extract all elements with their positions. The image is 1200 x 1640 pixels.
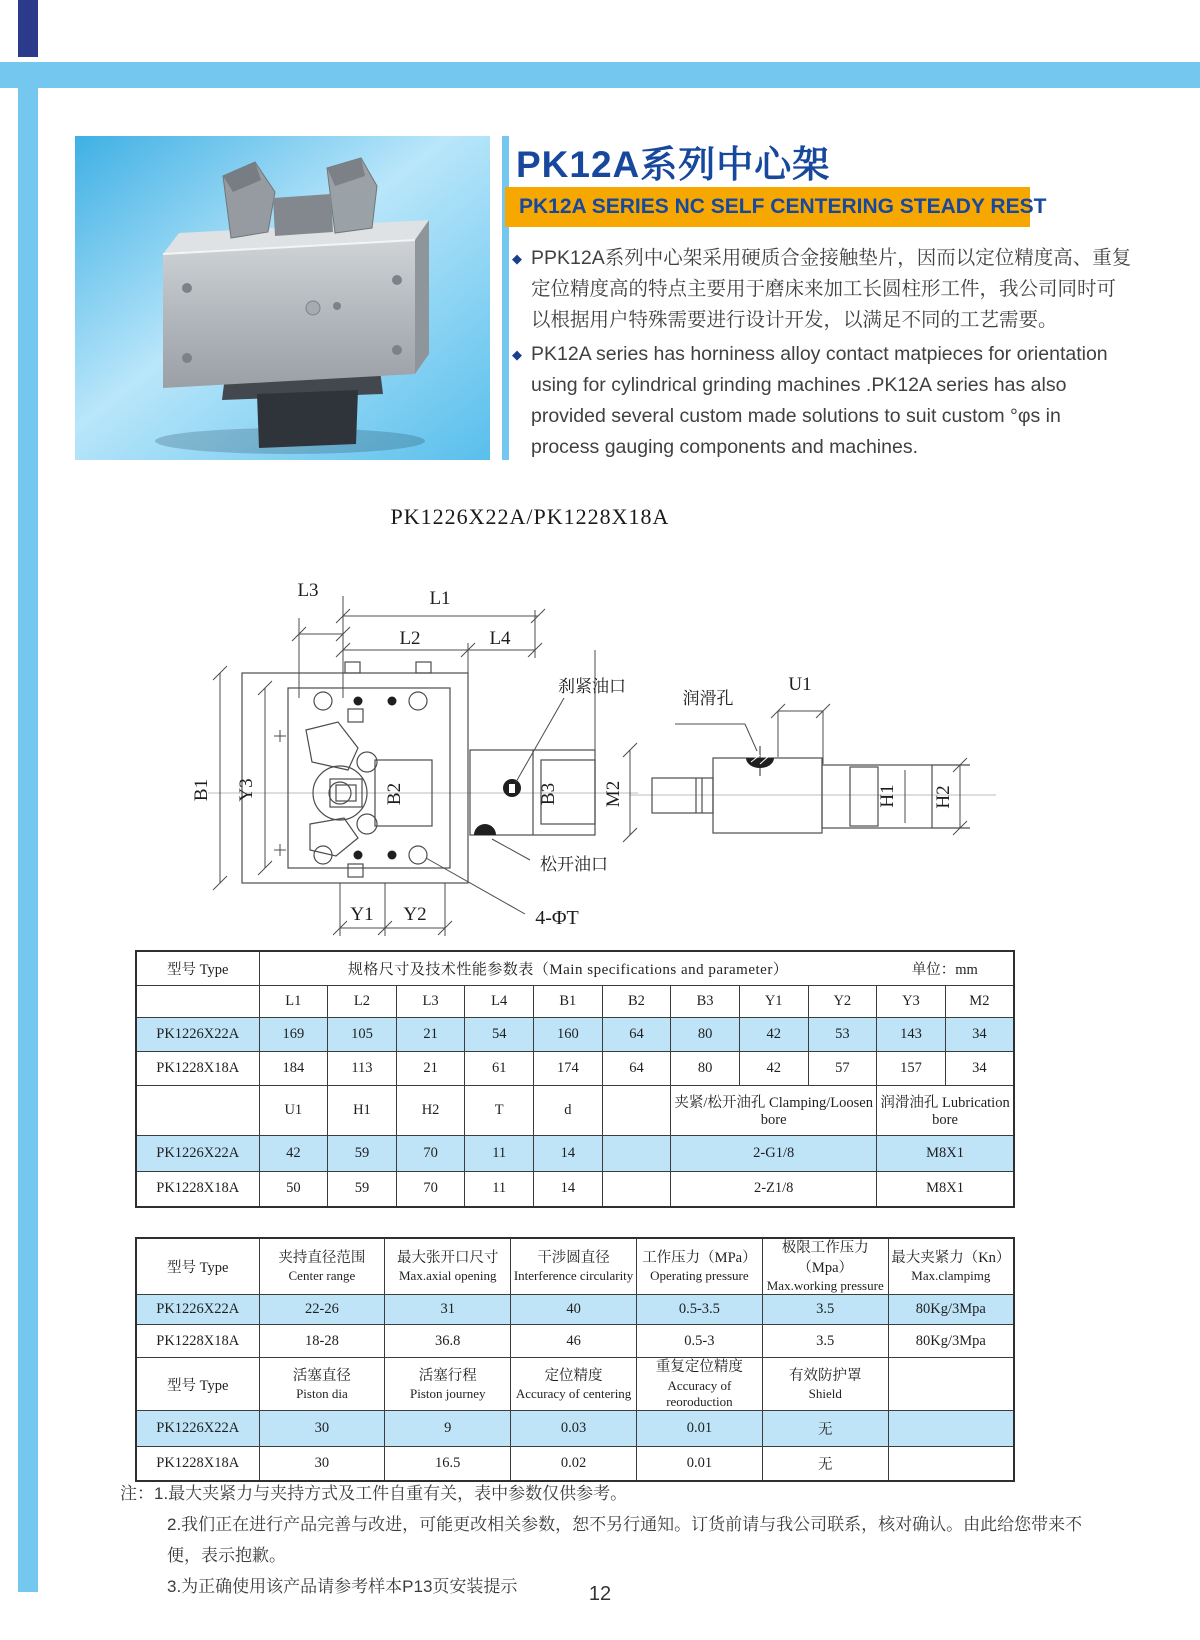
t2-col-header: 最大夹紧力（Kn） Max.clampimg: [888, 1238, 1014, 1295]
t1-col-header: Y3: [877, 985, 946, 1017]
t1-col-header: Y1: [739, 985, 808, 1017]
t1-empty-cell: [602, 1171, 671, 1207]
t1-col-header: B3: [671, 985, 740, 1017]
t1-value-cell: 169: [259, 1017, 328, 1051]
t1-empty-cell: [602, 1085, 671, 1135]
t1-col-header: Y2: [808, 985, 877, 1017]
t1-title-row: [136, 951, 1014, 985]
t1-empty-cell: [602, 1135, 671, 1171]
t2-row-pk1226-a: [136, 1295, 1014, 1325]
t1-value-cell: 113: [328, 1051, 397, 1085]
t1-row-pk1226-a: [136, 1017, 1014, 1051]
page-title: PK12A系列中心架: [516, 144, 831, 185]
callout-release-port: 松开油口: [540, 855, 608, 874]
t2-value-cell: 30: [259, 1411, 385, 1447]
t1-value-cell: 54: [465, 1017, 534, 1051]
t1-value-cell: 59: [328, 1171, 397, 1207]
t1-value-cell: 14: [534, 1171, 603, 1207]
top-left-navy-block: [18, 0, 38, 57]
t1-col-header: L3: [396, 985, 465, 1017]
t2-value-cell: 3.5: [762, 1325, 888, 1358]
intro-bullets: [512, 243, 1134, 466]
t2-value-cell: 80Kg/3Mpa: [888, 1325, 1014, 1358]
t1-row-pk1228-a: [136, 1051, 1014, 1085]
left-cyan-stripe: [18, 88, 38, 1592]
t1-value-cell: 11: [465, 1171, 534, 1207]
t1-col-header: B1: [534, 985, 603, 1017]
t2-col-header: 重复定位精度 Accuracy of reoroduction: [636, 1358, 762, 1411]
t2-row-pk1228-a: [136, 1325, 1014, 1358]
pedestal-column: [257, 390, 358, 448]
dim-label-y1: Y1: [350, 904, 374, 925]
t2-model-cell: PK1226X22A: [136, 1295, 259, 1325]
t1-empty-cell: [136, 1085, 259, 1135]
t1-value-cell: 21: [396, 1017, 465, 1051]
note-line: [120, 1478, 1115, 1509]
t1-value-cell: 105: [328, 1017, 397, 1051]
dim-label-h1: H1: [877, 784, 898, 808]
body-front-face: [163, 240, 415, 388]
release-port-symbol: [474, 824, 496, 835]
t2-value-cell: 80Kg/3Mpa: [888, 1295, 1014, 1325]
t1-value-cell: 57: [808, 1051, 877, 1085]
dim-label-b2: B2: [384, 782, 405, 806]
t2-value-cell: 0.5-3.5: [636, 1295, 762, 1325]
t1-lube-value: M8X1: [877, 1171, 1014, 1207]
t2-empty-cell: [888, 1411, 1014, 1447]
t2-value-cell: 0.01: [636, 1411, 762, 1447]
dim-label-l1: L1: [429, 588, 451, 609]
vertical-cyan-rule: [502, 136, 509, 460]
t2-col-header: 工作压力（MPa） Operating pressure: [636, 1238, 762, 1295]
t2-value-cell: 3.5: [762, 1295, 888, 1325]
t1-value-cell: 53: [808, 1017, 877, 1051]
diamond-bullet-icon: ◆: [512, 347, 522, 362]
t1-value-cell: 42: [259, 1135, 328, 1171]
t1-empty-cell: [136, 985, 259, 1017]
t2-col-header: 活塞直径 Piston dia: [259, 1358, 385, 1411]
t2-value-cell: 40: [511, 1295, 637, 1325]
bullet-en-text: PK12A series has horniness alloy contact matpieces for orientation using for cylindrical grinding machines .PK12A series has also provided several custom made solutions to suit custom °φs in process gauging components and machines.: [531, 343, 1108, 458]
diamond-bullet-icon: ◆: [512, 251, 522, 266]
t1-row-pk1228-b: [136, 1171, 1014, 1207]
t2-value-cell: 30: [259, 1447, 385, 1481]
t1-lube-value: M8X1: [877, 1135, 1014, 1171]
callout-clamp-port: 刹紧油口: [558, 677, 626, 696]
note-item: 3.为正确使用该产品请参考样本P13页安装提示: [167, 1577, 518, 1596]
t2-type-header: 型号 Type: [136, 1238, 259, 1295]
t2-value-cell: 22-26: [259, 1295, 385, 1325]
t2-header-row-a: [136, 1238, 1014, 1295]
callout-lube-hole: 润滑孔: [682, 689, 734, 708]
drawing-title: PK1226X22A/PK1228X18A: [390, 504, 670, 529]
t2-model-cell: PK1228X18A: [136, 1325, 259, 1358]
dim-label-b3: B3: [538, 782, 559, 806]
t1-unit-label: 单位：mm: [877, 951, 1014, 985]
t1-col-header: T: [465, 1085, 534, 1135]
page-number: 12: [588, 1583, 612, 1605]
t1-value-cell: 157: [877, 1051, 946, 1085]
t2-model-cell: PK1226X22A: [136, 1411, 259, 1447]
t1-value-cell: 42: [739, 1051, 808, 1085]
t1-model-cell: PK1226X22A: [136, 1135, 259, 1171]
t1-value-cell: 160: [534, 1017, 603, 1051]
t1-clamp-value: 2-G1/8: [671, 1135, 877, 1171]
t1-model-cell: PK1226X22A: [136, 1017, 259, 1051]
t1-value-cell: 34: [945, 1051, 1014, 1085]
t2-value-cell: 31: [385, 1295, 511, 1325]
product-photo: [75, 136, 490, 460]
t1-col-header: U1: [259, 1085, 328, 1135]
t1-value-cell: 59: [328, 1135, 397, 1171]
t1-value-cell: 21: [396, 1051, 465, 1085]
t2-row-pk1226-b: [136, 1411, 1014, 1447]
t2-value-cell: 无: [762, 1447, 888, 1481]
t2-col-header: 活塞行程 Piston journey: [385, 1358, 511, 1411]
t1-value-cell: 64: [602, 1017, 671, 1051]
t2-row-pk1228-b: [136, 1447, 1014, 1481]
bullet-zh: [512, 243, 1134, 336]
t2-value-cell: 18-28: [259, 1325, 385, 1358]
t1-lube-header: 润滑油孔 Lubrication bore: [877, 1085, 1014, 1135]
t2-value-cell: 9: [385, 1411, 511, 1447]
note-item: 1.最大夹紧力与夹持方式及工件自重有关，表中参数仅供参考。: [154, 1484, 628, 1503]
t1-value-cell: 11: [465, 1135, 534, 1171]
bullet-en: [512, 339, 1134, 463]
t2-type-header: 型号 Type: [136, 1358, 259, 1411]
dim-label-u1: U1: [788, 674, 812, 695]
t2-model-cell: PK1228X18A: [136, 1447, 259, 1481]
t1-value-cell: 61: [465, 1051, 534, 1085]
dimension-spec-table: [135, 950, 1015, 1208]
series-banner: PK12A SERIES NC SELF CENTERING STEADY REST: [505, 187, 1030, 227]
t1-value-cell: 143: [877, 1017, 946, 1051]
cyan-header-band: [0, 62, 1200, 88]
t1-col-header: H1: [328, 1085, 397, 1135]
t1-col-header: M2: [945, 985, 1014, 1017]
dim-label-l3: L3: [297, 580, 319, 601]
dim-label-b1: B1: [191, 778, 212, 802]
t2-value-cell: 0.5-3: [636, 1325, 762, 1358]
dim-label-h2: H2: [933, 785, 954, 809]
t2-col-header: 夹持直径范围 Center range: [259, 1238, 385, 1295]
t2-col-header: 干涉圆直径 Interference circularity: [511, 1238, 637, 1295]
t1-model-cell: PK1228X18A: [136, 1051, 259, 1085]
t2-col-header: 最大张开口尺寸 Max.axial opening: [385, 1238, 511, 1295]
t1-col-header: d: [534, 1085, 603, 1135]
t1-value-cell: 64: [602, 1051, 671, 1085]
t1-clamp-value: 2-Z1/8: [671, 1171, 877, 1207]
t2-value-cell: 16.5: [385, 1447, 511, 1481]
t2-col-header: 极限工作压力（Mpa） Max.working pressure: [762, 1238, 888, 1295]
t1-col-header: L2: [328, 985, 397, 1017]
t1-col-header: H2: [396, 1085, 465, 1135]
dim-label-l4: L4: [489, 628, 511, 649]
dim-label-bolt: 4-ΦT: [535, 907, 579, 929]
t1-dim-header-row2: [136, 1085, 1014, 1135]
t1-col-header: L4: [465, 985, 534, 1017]
t2-value-cell: 0.03: [511, 1411, 637, 1447]
t1-value-cell: 70: [396, 1135, 465, 1171]
t1-dim-header-row: [136, 985, 1014, 1017]
dim-label-l2: L2: [399, 628, 421, 649]
dim-label-y2: Y2: [403, 904, 427, 925]
technical-drawing: [160, 498, 1000, 943]
t1-value-cell: 80: [671, 1017, 740, 1051]
t1-spec-title: 规格尺寸及技术性能参数表（Main specifications and parameter）: [259, 951, 877, 985]
t1-value-cell: 184: [259, 1051, 328, 1085]
t1-value-cell: 70: [396, 1171, 465, 1207]
t2-col-header: 有效防护罩 Shield: [762, 1358, 888, 1411]
dim-label-y3: Y3: [236, 778, 257, 802]
t1-row-pk1226-b: [136, 1135, 1014, 1171]
t1-col-header: B2: [602, 985, 671, 1017]
t1-value-cell: 50: [259, 1171, 328, 1207]
note-label: 注：: [120, 1484, 154, 1503]
t1-value-cell: 42: [739, 1017, 808, 1051]
t2-value-cell: 无: [762, 1411, 888, 1447]
t1-value-cell: 34: [945, 1017, 1014, 1051]
t1-clamp-header: 夹紧/松开油孔 Clamping/Loosen bore: [671, 1085, 877, 1135]
t2-header-row-b: [136, 1358, 1014, 1411]
performance-spec-table: [135, 1237, 1015, 1482]
t1-value-cell: 80: [671, 1051, 740, 1085]
dimension-ticks: [213, 609, 967, 935]
t1-value-cell: 174: [534, 1051, 603, 1085]
bullet-zh-text: PPK12A系列中心架采用硬质合金接触垫片，因而以定位精度高、重复定位精度高的特点主要用于磨床来加工长圆柱形工件，我公司同时可以根据用户特殊需要进行设计开发，以满足不同的工艺需要。: [531, 247, 1132, 331]
t1-type-header: 型号 Type: [136, 951, 259, 985]
lube-hole-symbol: [746, 758, 774, 768]
t2-value-cell: 36.8: [385, 1325, 511, 1358]
t2-col-header: 定位精度 Accuracy of centering: [511, 1358, 637, 1411]
t1-value-cell: 14: [534, 1135, 603, 1171]
dim-label-m2: M2: [603, 780, 624, 808]
t2-empty-cell: [888, 1447, 1014, 1481]
t1-model-cell: PK1228X18A: [136, 1171, 259, 1207]
t2-value-cell: 0.02: [511, 1447, 637, 1481]
t2-value-cell: 46: [511, 1325, 637, 1358]
note-item: 2.我们正在进行产品完善与改进，可能更改相关参数，恕不另行通知。订货前请与我公司联系，核对确认。由此给您带来不便，表示抱歉。: [167, 1515, 1083, 1565]
t2-value-cell: 0.01: [636, 1447, 762, 1481]
t2-empty-cell: [888, 1358, 1014, 1411]
t1-col-header: L1: [259, 985, 328, 1017]
